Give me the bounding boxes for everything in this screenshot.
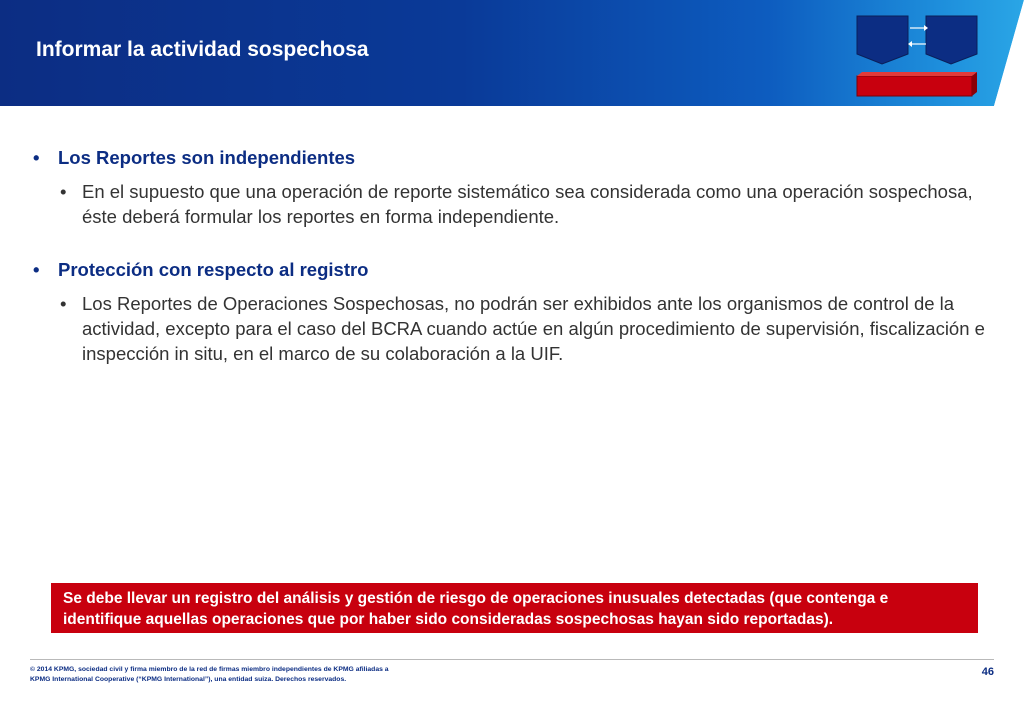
bullet-body (58, 291, 990, 366)
section-registry-protection (30, 257, 990, 366)
bullet-dot-icon: • (33, 259, 40, 280)
copyright-line-1: © 2014 KPMG, sociedad civil y firma miembro de la red de firmas miembro independientes de KPMG afiliadas a (30, 666, 389, 673)
flow-diagram-icon (852, 12, 982, 100)
bullet-dot-icon: • (33, 147, 40, 168)
bullet-dot-icon: • (60, 181, 67, 202)
bullet-heading (30, 257, 990, 283)
footer-divider (30, 659, 994, 660)
page-number: 46 (981, 666, 994, 678)
bullet-dot-icon: • (60, 293, 67, 314)
slide-content (30, 145, 990, 394)
copyright-line-2: KPMG International Cooperative (“KPMG International”), una entidad suiza. Derechos reservados. (30, 676, 347, 683)
section-independent-reports (30, 145, 990, 229)
section-heading: Los Reportes son independientes (58, 147, 356, 168)
section-heading: Protección con respecto al registro (58, 259, 369, 280)
bullet-heading (30, 145, 990, 171)
footer-copyright (30, 665, 590, 685)
section-body: En el supuesto que una operación de reporte sistemático sea considerada como una operación sospechosa, éste deberá formular los reportes en forma independiente. (82, 181, 973, 227)
page-title: Informar la actividad sospechosa (36, 38, 369, 61)
bullet-body (58, 179, 990, 229)
right-block-icon (926, 16, 977, 64)
callout-box: Se debe llevar un registro del análisis y gestión de riesgo de operaciones inusuales detectadas (que contenga e identifique aquellas operaciones que por haber sido consideradas sospechosas hayan sido reportadas). (51, 583, 978, 633)
red-base-icon (857, 76, 972, 96)
section-body: Los Reportes de Operaciones Sospechosas, no podrán ser exhibidos ante los organismos de control de la actividad, excepto para el caso del BCRA cuando actúe en algún procedimiento de supervisión, fiscalización e inspección in situ, en el marco de su colaboración a la UIF. (82, 293, 985, 364)
left-block-icon (857, 16, 908, 64)
